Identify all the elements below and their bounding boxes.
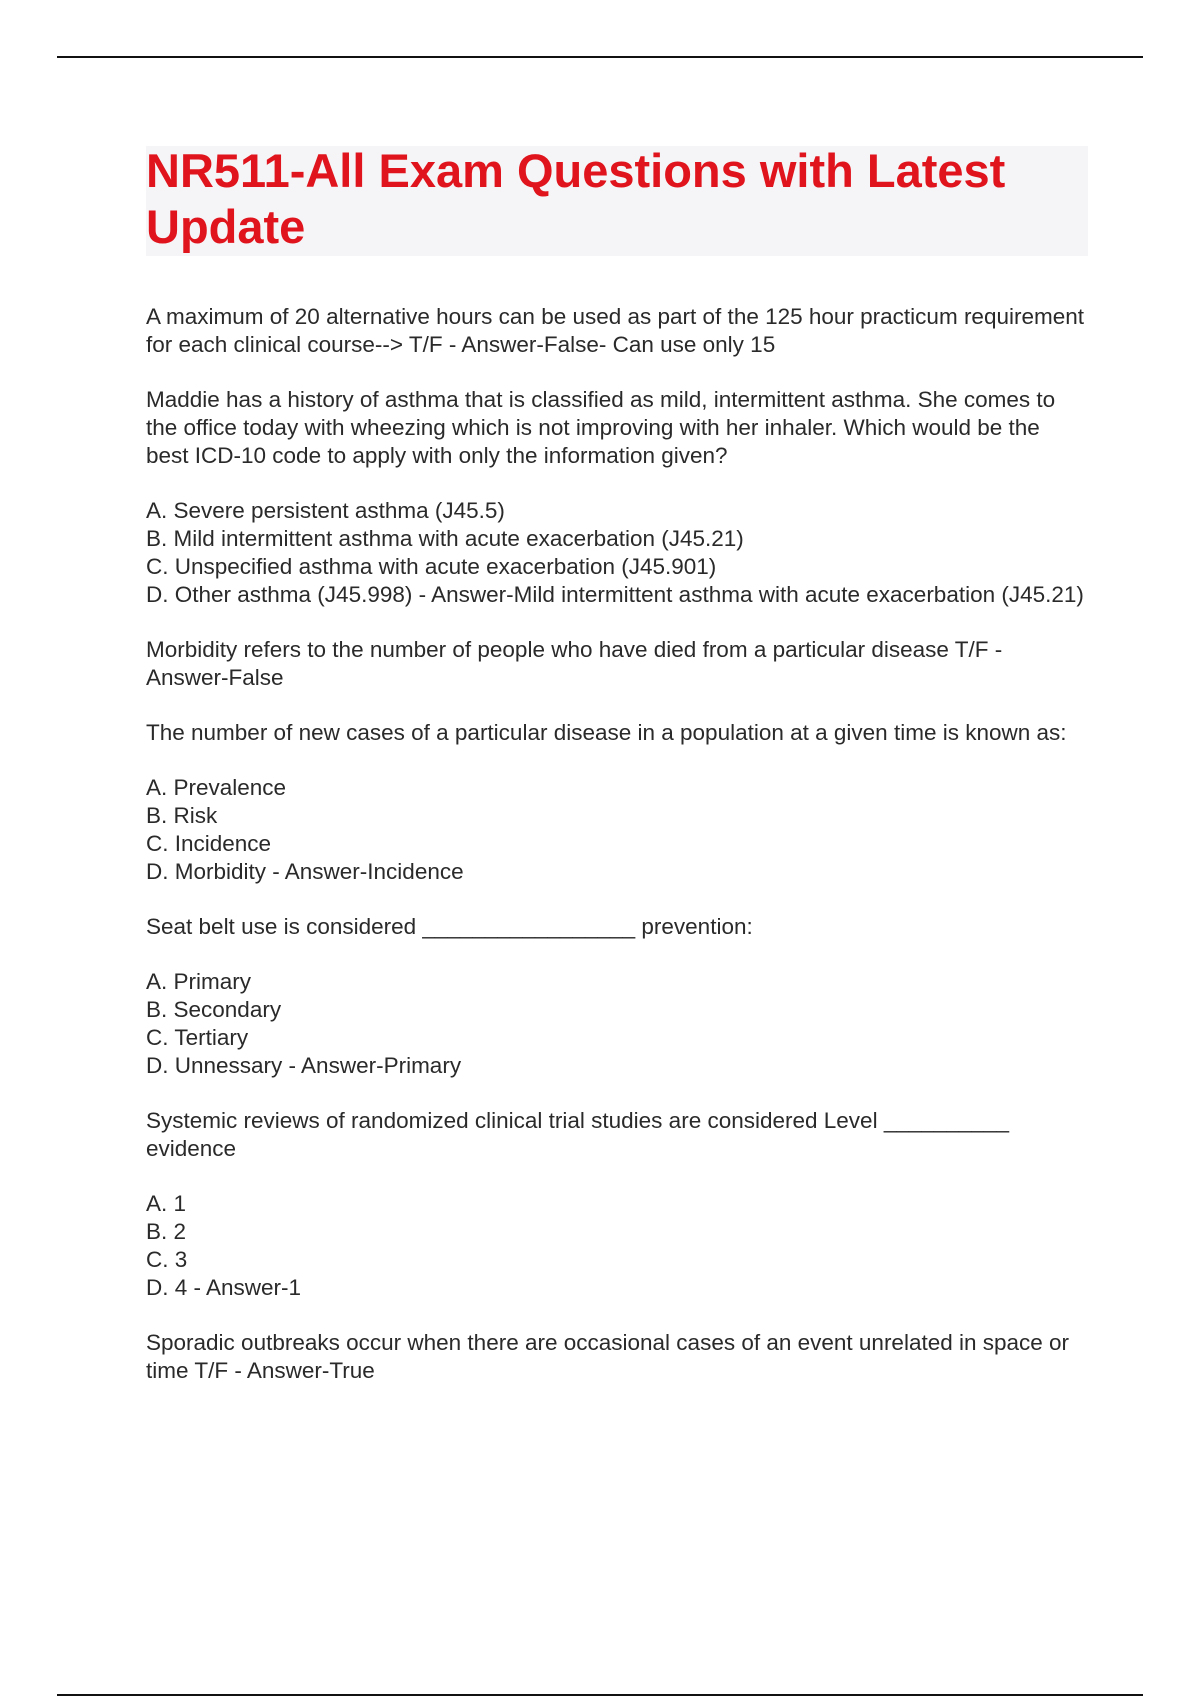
option-c: C. 3 [146, 1247, 188, 1272]
question-1 [146, 303, 1086, 359]
option-d: D. Other asthma (J45.998) - Answer-Mild intermittent asthma with acute exacerbation (J45.21) [146, 582, 1084, 607]
option-c: C. Tertiary [146, 1025, 249, 1050]
option-d: D. Unnessary - Answer-Primary [146, 1053, 462, 1078]
answer-options [146, 968, 1086, 1080]
question-text: Systemic reviews of randomized clinical trial studies are considered Level __________ evidence [146, 1108, 1009, 1161]
document-body [146, 303, 1086, 1412]
answer-options [146, 497, 1086, 609]
option-a: A. Prevalence [146, 775, 287, 800]
question-4 [146, 719, 1086, 886]
question-5 [146, 913, 1086, 1080]
question-text: Sporadic outbreaks occur when there are occasional cases of an event unrelated in space or time T/F - Answer-True [146, 1330, 1070, 1383]
option-d: D. Morbidity - Answer-Incidence [146, 859, 464, 884]
question-text: The number of new cases of a particular disease in a population at a given time is known as: [146, 720, 1067, 745]
option-b: B. Secondary [146, 997, 282, 1022]
option-a: A. 1 [146, 1191, 187, 1216]
question-6 [146, 1107, 1086, 1302]
question-7 [146, 1329, 1086, 1385]
question-text: Maddie has a history of asthma that is classified as mild, intermittent asthma. She comes to the office today with wheezing which is not improving with her inhaler. Which would be the best ICD-10 code to apply with only the information given? [146, 387, 1056, 468]
top-rule [57, 56, 1143, 58]
option-d: D. 4 - Answer-1 [146, 1275, 302, 1300]
question-2 [146, 386, 1086, 609]
question-text: Morbidity refers to the number of people who have died from a particular disease T/F - Answer-False [146, 637, 1003, 690]
question-text: A maximum of 20 alternative hours can be used as part of the 125 hour practicum requirement for each clinical course--> T/F - Answer-False- Can use only 15 [146, 304, 1085, 357]
option-b: B. Risk [146, 803, 218, 828]
question-3 [146, 636, 1086, 692]
option-a: A. Severe persistent asthma (J45.5) [146, 498, 505, 523]
option-c: C. Unspecified asthma with acute exacerbation (J45.901) [146, 554, 717, 579]
option-c: C. Incidence [146, 831, 272, 856]
answer-options [146, 1190, 1086, 1302]
question-text: Seat belt use is considered _________________ prevention: [146, 914, 753, 939]
document-title: NR511-All Exam Questions with Latest Update [146, 144, 1006, 253]
option-b: B. Mild intermittent asthma with acute exacerbation (J45.21) [146, 526, 744, 551]
answer-options [146, 774, 1086, 886]
option-b: B. 2 [146, 1219, 187, 1244]
bottom-rule [57, 1694, 1143, 1696]
option-a: A. Primary [146, 969, 252, 994]
